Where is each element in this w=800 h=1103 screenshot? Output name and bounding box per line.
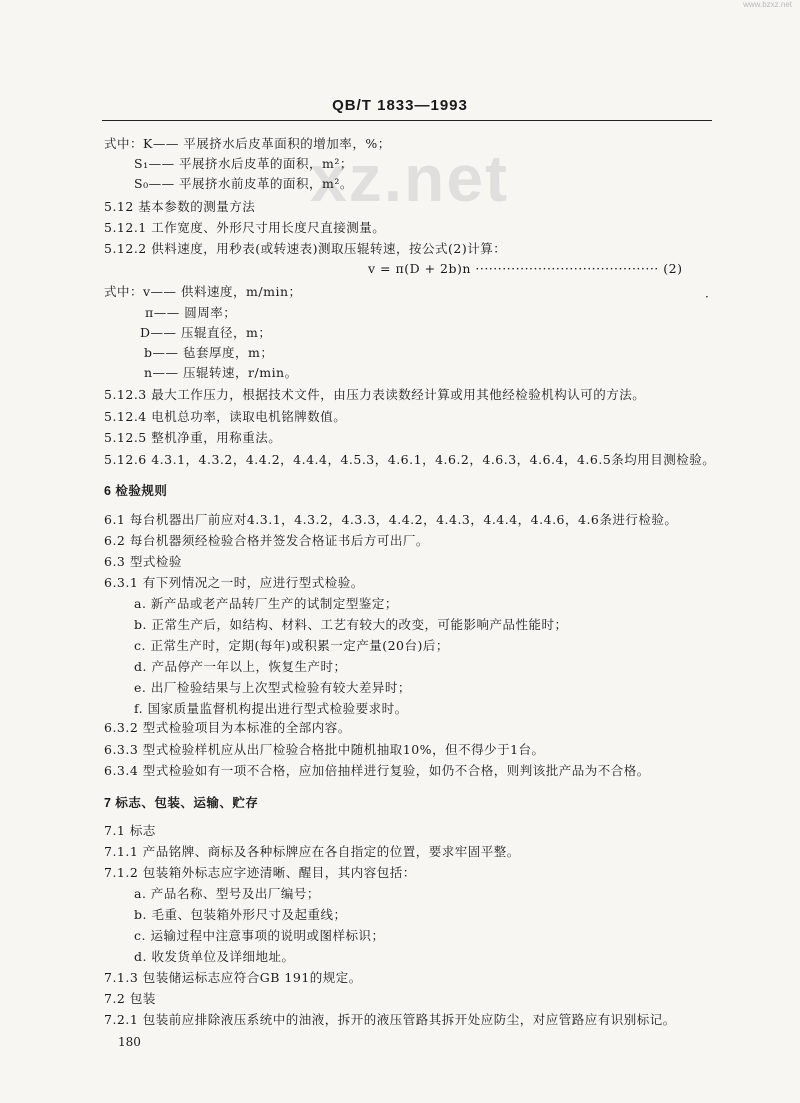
formula-k-line-3: S₀—— 平展挤水前皮革的面积，m²。 bbox=[134, 176, 353, 191]
section-5-12-5: 5.12.5 整机净重，用称重法。 bbox=[104, 430, 282, 445]
list-item: c. 运输过程中注意事项的说明或图样标识； bbox=[134, 928, 385, 943]
chapter-7-heading: 7 标志、包装、运输、贮存 bbox=[104, 796, 259, 810]
corner-mark: www.bzxz.net bbox=[743, 0, 792, 9]
section-7-1: 7.1 标志 bbox=[104, 823, 156, 838]
section-7-2-1: 7.2.1 包装前应排除液压系统中的油液，拆开的液压管路其拆开处应防尘，对应管路应有识别标记。 bbox=[104, 1012, 676, 1027]
section-7-1-1: 7.1.1 产品铭牌、商标及各种标牌应在各自指定的位置，要求牢固平整。 bbox=[104, 844, 520, 859]
section-7-1-2: 7.1.2 包装箱外标志应字迹清晰、醒目，其内容包括： bbox=[104, 865, 416, 880]
section-7-1-3: 7.1.3 包装储运标志应符合GB 191的规定。 bbox=[104, 970, 362, 985]
list-item: a. 新产品或老产品转厂生产的试制定型鉴定； bbox=[134, 596, 398, 611]
list-item: e. 出厂检验结果与上次型式检验有较大差异时； bbox=[134, 680, 411, 695]
section-6-2: 6.2 每台机器须经检验合格并签发合格证书后方可出厂。 bbox=[104, 533, 429, 548]
list-item: b. 毛重、包装箱外形尺寸及起重线； bbox=[134, 907, 347, 922]
formula-v-line-1: 式中：v—— 供料速度，m/min； bbox=[104, 284, 302, 299]
formula-v-line-3: D—— 压辊直径，m； bbox=[140, 325, 272, 340]
section-5-12-6: 5.12.6 4.3.1，4.3.2，4.4.2，4.4.4，4.5.3，4.6.1，4.6.2，4.6.3，4.6.4，4.6.5条均用目测检验。 bbox=[104, 452, 716, 467]
list-item: c. 正常生产时，定期(每年)或积累一定产量(20台)后； bbox=[134, 638, 449, 653]
chapter-6-heading: 6 检验规则 bbox=[104, 484, 168, 498]
formula-k-line-2: S₁—— 平展挤水后皮革的面积，m²； bbox=[134, 156, 353, 171]
section-6-3-1: 6.3.1 有下列情况之一时，应进行型式检验。 bbox=[104, 575, 364, 590]
page-header: QB/T 1833—1993 bbox=[332, 97, 468, 114]
stray-mark: · bbox=[705, 290, 709, 304]
section-6-3-4: 6.3.4 型式检验如有一项不合格，应加倍抽样进行复验，如仍不合格，则判该批产品为不合格。 bbox=[104, 763, 650, 778]
section-6-3: 6.3 型式检验 bbox=[104, 554, 182, 569]
section-5-12: 5.12 基本参数的测量方法 bbox=[104, 199, 256, 214]
section-5-12-2: 5.12.2 供料速度，用秒表(或转速表)测取压辊转速，按公式(2)计算： bbox=[104, 241, 507, 256]
section-6-1: 6.1 每台机器出厂前应对4.3.1，4.3.2，4.3.3，4.4.2，4.4.3，4.4.4，4.4.6，4.6条进行检验。 bbox=[104, 512, 678, 527]
formula-v-line-4: b—— 毡套厚度，m； bbox=[144, 345, 274, 360]
header-rule bbox=[102, 120, 712, 121]
page-number: 180 bbox=[118, 1035, 141, 1049]
section-6-3-2: 6.3.2 型式检验项目为本标准的全部内容。 bbox=[104, 720, 351, 735]
list-item: f. 国家质量监督机构提出进行型式检验要求时。 bbox=[134, 701, 408, 716]
section-6-3-3: 6.3.3 型式检验样机应从出厂检验合格批中随机抽取10%，但不得少于1台。 bbox=[104, 742, 545, 757]
list-item: d. 产品停产一年以上，恢复生产时； bbox=[134, 659, 347, 674]
section-5-12-4: 5.12.4 电机总功率，读取电机铭牌数值。 bbox=[104, 409, 347, 424]
list-item: b. 正常生产后，如结构、材料、工艺有较大的改变，可能影响产品性能时； bbox=[134, 617, 568, 632]
formula-k-line-1: 式中：K—— 平展挤水后皮革面积的增加率，%； bbox=[104, 136, 391, 151]
section-5-12-3: 5.12.3 最大工作压力，根据技术文件，由压力表读数经计算或用其他经检验机构认可的方法。 bbox=[104, 387, 646, 402]
list-item: d. 收发货单位及详细地址。 bbox=[134, 949, 295, 964]
formula-v-line-5: n—— 压辊转速，r/min。 bbox=[144, 365, 298, 380]
list-item: a. 产品名称、型号及出厂编号； bbox=[134, 886, 320, 901]
section-5-12-1: 5.12.1 工作宽度、外形尺寸用长度尺直接测量。 bbox=[104, 220, 386, 235]
formula-2: v = π(D + 2b)n ········································· (2) bbox=[368, 261, 683, 276]
watermark: xz.net bbox=[310, 141, 510, 215]
formula-v-line-2: π—— 圆周率； bbox=[145, 305, 237, 320]
section-7-2: 7.2 包装 bbox=[104, 991, 156, 1006]
